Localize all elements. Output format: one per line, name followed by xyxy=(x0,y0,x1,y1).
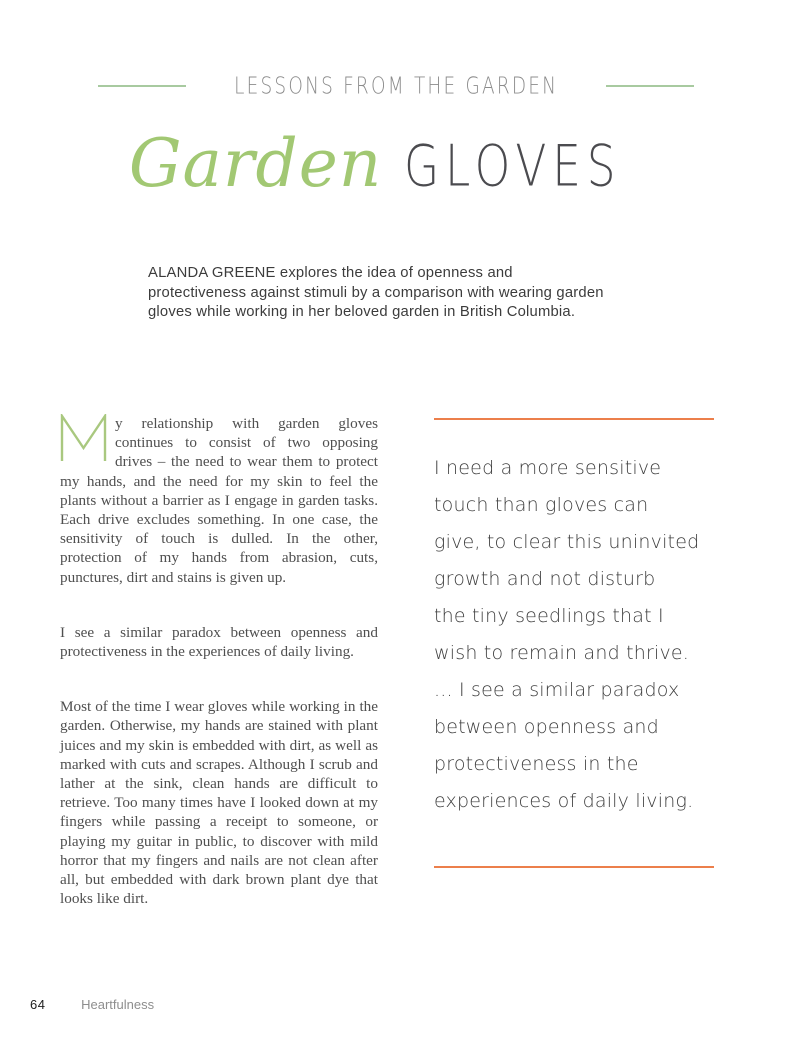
body-paragraph xyxy=(60,414,378,587)
pull-quote-line: give, to clear this uninvited xyxy=(434,531,700,553)
standfirst xyxy=(148,264,668,323)
pull-quote-text xyxy=(434,450,714,820)
pull-quote-line: I need a more sensitive xyxy=(434,457,662,479)
standfirst-line: ALANDA GREENE explores the idea of openness and xyxy=(148,265,513,281)
pull-quote-line: experiences of daily living. xyxy=(434,790,694,812)
paragraph-text: y relationship with garden gloves continues to consist of two opposing drives – the need to wear them to protect my hands, and the need for my skin to feel the plants without a barrier as I engage in garden tasks. Each drive excludes something. In one case, the sensitivity of touch is dulled. In the other, protection of my hands from abrasion, cuts, punctures, dirt and stains is given up. xyxy=(60,415,378,586)
standfirst-line: gloves while working in her beloved garden in British Columbia. xyxy=(148,304,576,320)
pull-quote-line: wish to remain and thrive. xyxy=(434,642,690,664)
pull-quote-line: the tiny seedlings that I xyxy=(434,605,664,627)
pull-quote-rule-top xyxy=(434,418,714,420)
title-word-garden: Garden xyxy=(128,125,383,202)
page-number: 64 xyxy=(30,997,46,1012)
title-word-gloves: GLOVES xyxy=(404,132,622,199)
dropcap-m-glyph xyxy=(60,414,107,462)
header-rule-right xyxy=(606,85,694,87)
body-paragraph: Most of the time I wear gloves while working in the garden. Otherwise, my hands are stained with plant juices and my skin is embedded with dirt, as well as marked with cuts and scrapes. Although I scrub and lather at the sink, clean hands are difficult to retrieve. Too many times have I looked down at my fingers while passing a receipt to someone, or playing my guitar in public, to discover with mild horror that my fingers and nails are not clean after all, but embedded with dark brown plant dye that looks like dirt. xyxy=(60,698,378,908)
header-rule-left xyxy=(98,85,186,87)
body-paragraph: I see a similar paradox between openness and protectiveness in the experiences of daily living. xyxy=(60,623,378,661)
article-title xyxy=(0,125,792,202)
dropcap-m xyxy=(60,414,115,462)
pull-quote-line: between openness and xyxy=(434,716,659,738)
body-column xyxy=(60,414,378,944)
pull-quote-line: touch than gloves can xyxy=(434,494,649,516)
page-footer xyxy=(30,997,154,1012)
pull-quote-line: protectiveness in the xyxy=(434,753,639,775)
section-title: LESSONS FROM THE GARDEN xyxy=(233,72,559,100)
section-header xyxy=(0,74,792,98)
pull-quote-line: growth and not disturb xyxy=(434,568,656,590)
standfirst-line: protectiveness against stimuli by a comparison with wearing garden xyxy=(148,284,604,301)
pull-quote xyxy=(434,418,714,868)
publication-name: Heartfulness xyxy=(81,997,155,1012)
pull-quote-rule-bottom xyxy=(434,866,714,868)
pull-quote-line: ... I see a similar paradox xyxy=(434,679,680,701)
